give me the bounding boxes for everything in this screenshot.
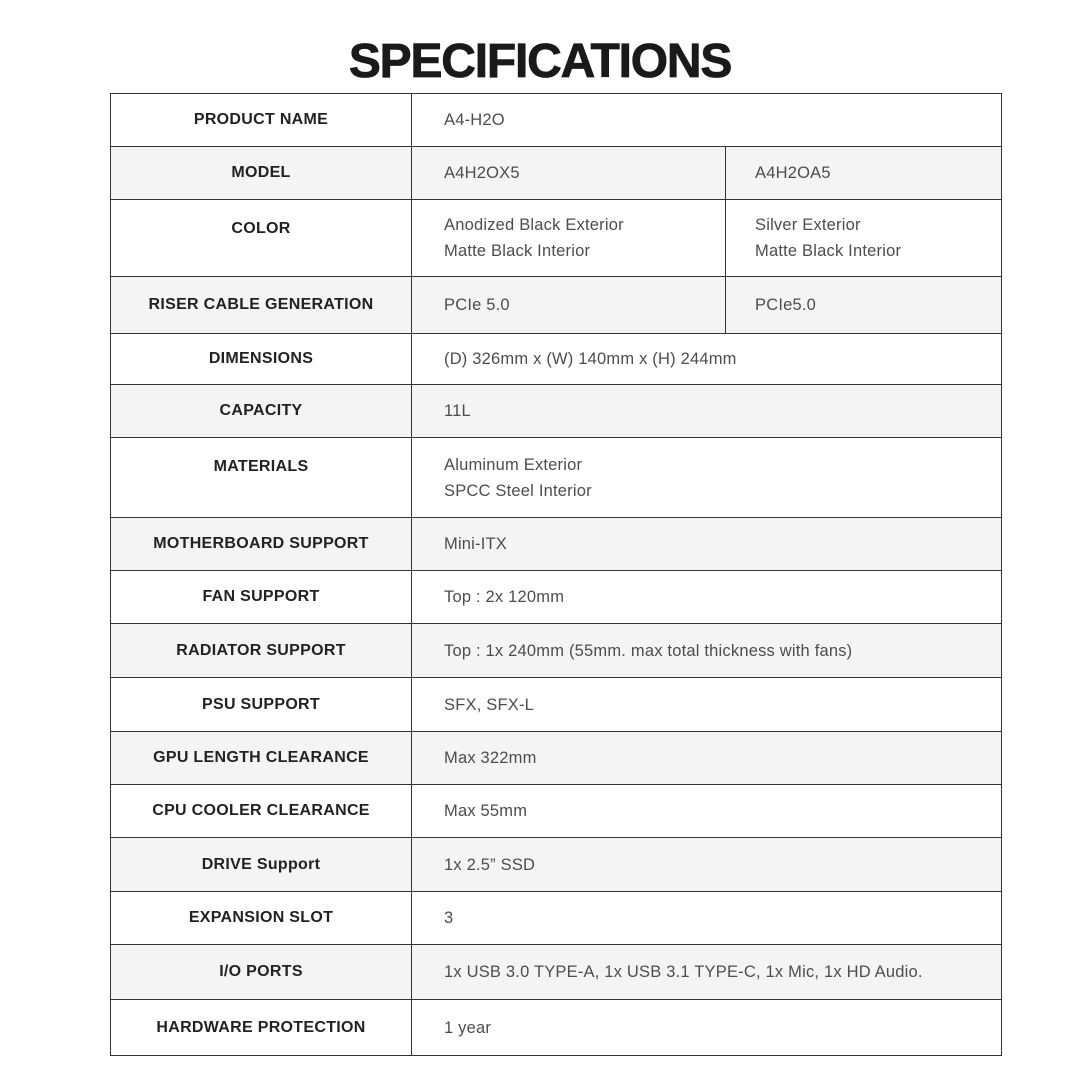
spec-value <box>412 571 1001 623</box>
spec-label: MODEL <box>111 147 412 199</box>
specifications-table <box>110 93 1002 1056</box>
spec-value-variant-1 <box>412 147 726 199</box>
spec-value-line: PCIe5.0 <box>755 296 817 314</box>
spec-label: COLOR <box>111 200 412 276</box>
spec-label: GPU LENGTH CLEARANCE <box>111 732 412 784</box>
spec-row-psu-support <box>111 678 1001 732</box>
spec-value-line: Max 322mm <box>444 749 537 767</box>
spec-value-line: 1 year <box>444 1018 492 1037</box>
spec-label: EXPANSION SLOT <box>111 892 412 944</box>
spec-value-line: Matte Black Interior <box>755 242 902 260</box>
spec-value-variant-1 <box>412 277 726 333</box>
page-title: SPECIFICATIONS <box>348 35 732 89</box>
spec-label: CAPACITY <box>111 385 412 437</box>
spec-value-line: Matte Black Interior <box>444 242 591 260</box>
spec-value-line: Silver Exterior <box>755 216 861 234</box>
spec-row-materials <box>111 438 1001 518</box>
spec-row-radiator-support <box>111 624 1001 678</box>
spec-value-line: SFX, SFX-L <box>444 695 535 714</box>
spec-row-riser-cable-generation <box>111 277 1001 334</box>
spec-row-model <box>111 147 1001 200</box>
spec-value <box>412 678 1001 731</box>
spec-label: DRIVE Support <box>111 838 412 891</box>
spec-label: RADIATOR SUPPORT <box>111 624 412 677</box>
spec-value-line: 3 <box>444 909 454 927</box>
spec-label: FAN SUPPORT <box>111 571 412 623</box>
spec-value <box>412 438 1001 517</box>
spec-value-line: A4H2OX5 <box>444 164 520 182</box>
spec-label: RISER CABLE GENERATION <box>111 277 412 333</box>
spec-row-drive-support <box>111 838 1001 892</box>
spec-label: PRODUCT NAME <box>111 94 412 146</box>
spec-value-variant-2 <box>726 277 1001 333</box>
spec-label: MATERIALS <box>111 438 412 517</box>
spec-label: I/O PORTS <box>111 945 412 999</box>
spec-label: CPU COOLER CLEARANCE <box>111 785 412 837</box>
spec-value-line: A4-H2O <box>444 111 505 129</box>
spec-value <box>412 945 1001 999</box>
spec-value <box>412 732 1001 784</box>
spec-row-motherboard-support <box>111 518 1001 571</box>
spec-value <box>412 518 1001 570</box>
spec-label: MOTHERBOARD SUPPORT <box>111 518 412 570</box>
spec-value-line: Top : 2x 120mm <box>444 588 565 606</box>
spec-row-dimensions <box>111 334 1001 385</box>
spec-value-line: Mini-ITX <box>444 535 508 553</box>
spec-label: PSU SUPPORT <box>111 678 412 731</box>
spec-row-cpu-cooler-clearance <box>111 785 1001 838</box>
spec-value <box>412 785 1001 837</box>
spec-value-line: Top : 1x 240mm (55mm. max total thickness with fans) <box>444 641 853 660</box>
spec-value-variant-1 <box>412 200 726 276</box>
spec-row-io-ports <box>111 945 1001 1000</box>
spec-row-gpu-length-clearance <box>111 732 1001 785</box>
spec-row-hardware-protection <box>111 1000 1001 1055</box>
spec-value <box>412 385 1001 437</box>
spec-value-line: PCIe 5.0 <box>444 296 510 314</box>
spec-row-color <box>111 200 1001 277</box>
spec-value-line: SPCC Steel Interior <box>444 481 592 500</box>
spec-value <box>412 838 1001 891</box>
spec-row-capacity <box>111 385 1001 438</box>
spec-row-expansion-slot <box>111 892 1001 945</box>
spec-value-line: (D) 326mm x (W) 140mm x (H) 244mm <box>444 350 737 368</box>
spec-value-variant-2 <box>726 147 1001 199</box>
spec-value-line: 11L <box>444 402 471 420</box>
spec-value <box>412 1000 1001 1055</box>
spec-value-line: 1x 2.5” SSD <box>444 855 536 874</box>
spec-value-line: Aluminum Exterior <box>444 455 583 474</box>
spec-value-line: A4H2OA5 <box>755 164 831 182</box>
spec-value-line: 1x USB 3.0 TYPE-A, 1x USB 3.1 TYPE-C, 1x Mic, 1x HD Audio. <box>444 963 923 981</box>
spec-value <box>412 94 1001 146</box>
spec-row-product-name <box>111 94 1001 147</box>
spec-value-line: Max 55mm <box>444 802 528 820</box>
spec-row-fan-support <box>111 571 1001 624</box>
spec-label: DIMENSIONS <box>111 334 412 384</box>
spec-label: HARDWARE PROTECTION <box>111 1000 412 1055</box>
spec-value-variant-2 <box>726 200 1001 276</box>
spec-value <box>412 624 1001 677</box>
spec-value-line: Anodized Black Exterior <box>444 216 624 234</box>
spec-value <box>412 892 1001 944</box>
spec-value <box>412 334 1001 384</box>
